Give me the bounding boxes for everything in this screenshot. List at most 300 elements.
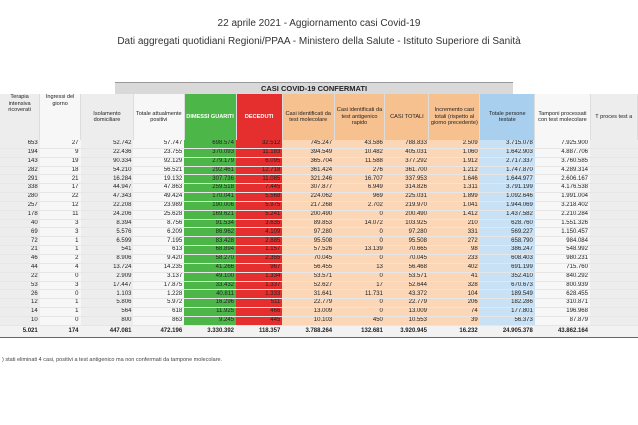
table-cell: 394.549 (282, 148, 334, 157)
table-row (0, 201, 638, 210)
table-cell: 16.284 (81, 175, 134, 184)
table-cell: 2.355 (236, 254, 282, 263)
table-cell: 21 (40, 175, 81, 184)
table-cell: 1.333 (236, 290, 282, 299)
table-cell: 257 (0, 201, 40, 210)
table-cell: 292.461 (184, 166, 236, 175)
column-header: Terapia intensiva ricoverati (0, 94, 40, 140)
table-cell: 1.912 (429, 157, 480, 166)
table-cell: 9.245 (184, 316, 236, 325)
table-cell: 196.968 (535, 308, 590, 317)
table-cell: 18 (40, 166, 81, 175)
table-cell: 26 (0, 290, 40, 299)
table-cell: 5.021 (0, 325, 40, 337)
table-cell: 5.806 (81, 299, 134, 308)
table-cell: 8.756 (133, 219, 184, 228)
table-cell: 6.599 (81, 237, 134, 246)
table-cell: 3 (40, 228, 81, 237)
table-cell: 39 (429, 316, 480, 325)
table-cell: 4.289.314 (535, 166, 590, 175)
table-cell: 97.280 (385, 228, 429, 237)
table-cell: 52.742 (81, 140, 134, 148)
table-cell (590, 263, 638, 272)
table-cell: 967 (236, 263, 282, 272)
column-header: CASI TOTALI (385, 94, 429, 140)
table-cell: 472.196 (133, 325, 184, 337)
table-cell (590, 140, 638, 148)
table-cell: 466 (236, 308, 282, 317)
table-cell: 4 (40, 263, 81, 272)
table-cell: 6.209 (133, 228, 184, 237)
table-cell: 10.553 (385, 316, 429, 325)
table-cell: 12.718 (236, 166, 282, 175)
table-cell: 1.944.069 (480, 201, 535, 210)
table-cell: 170.041 (184, 193, 236, 202)
table-cell: 450 (334, 316, 385, 325)
table-cell: 1.311 (429, 184, 480, 193)
table-cell (590, 166, 638, 175)
table-cell (590, 219, 638, 228)
table-cell: 19 (40, 157, 81, 166)
table-cell: 370.093 (184, 148, 236, 157)
table-cell: 1.412 (429, 210, 480, 219)
table-cell: 445 (236, 316, 282, 325)
table-cell: 280 (0, 193, 40, 202)
table-cell: 3.791.199 (480, 184, 535, 193)
table-cell: 980.231 (535, 254, 590, 263)
table-cell: 698.574 (184, 140, 236, 148)
table-cell: 1.551.326 (535, 219, 590, 228)
table-cell: 19.132 (133, 175, 184, 184)
table-cell (590, 316, 638, 325)
table-cell: 104 (429, 290, 480, 299)
table-cell: 3.788.264 (282, 325, 334, 337)
table-cell (590, 254, 638, 263)
table-cell: 83.428 (184, 237, 236, 246)
table-cell: 13.724 (81, 263, 134, 272)
table-cell: 56.468 (385, 263, 429, 272)
table-cell: 608.403 (480, 254, 535, 263)
table-row (0, 281, 638, 290)
table-cell: 43.862.164 (535, 325, 590, 337)
table-cell (590, 325, 638, 337)
table-cell: 3.760.585 (535, 157, 590, 166)
totals-row (0, 325, 638, 337)
column-header: Isolamento domiciliare (81, 94, 134, 140)
table-cell (590, 184, 638, 193)
table-cell: 618 (133, 308, 184, 317)
table-cell: 1.437.582 (480, 210, 535, 219)
table-cell: 11.183 (236, 148, 282, 157)
table-cell: 1 (40, 237, 81, 246)
table-cell: 0 (334, 308, 385, 317)
table-cell: 1.337 (236, 281, 282, 290)
covid-data-table (0, 94, 638, 338)
table-cell: 57.747 (133, 140, 184, 148)
table-cell: 210 (429, 219, 480, 228)
table-cell: 13.009 (385, 308, 429, 317)
table-cell: 70.045 (282, 254, 334, 263)
table-row (0, 228, 638, 237)
table-cell: 86.962 (184, 228, 236, 237)
table-cell: 1.103 (81, 290, 134, 299)
table-cell: 16.707 (334, 175, 385, 184)
table-cell: 1.092.646 (480, 193, 535, 202)
table-cell: 56.455 (282, 263, 334, 272)
table-cell: 33.432 (184, 281, 236, 290)
table-cell: 4.109 (236, 228, 282, 237)
table-cell: 22 (0, 272, 40, 281)
table-cell: 16.232 (429, 325, 480, 337)
table-cell (590, 272, 638, 281)
column-header: Totale persone testate (480, 94, 535, 140)
table-cell: 224.062 (282, 193, 334, 202)
table-cell: 95.508 (282, 237, 334, 246)
table-cell: 1.228 (133, 290, 184, 299)
table-cell: 178 (0, 210, 40, 219)
table-cell: 276 (334, 166, 385, 175)
table-cell: 0 (334, 299, 385, 308)
table-cell: 189.549 (480, 290, 535, 299)
table-cell (590, 281, 638, 290)
table-cell (590, 148, 638, 157)
table-cell: 23.755 (133, 148, 184, 157)
table-row (0, 308, 638, 317)
column-header: Casi identificati da test molecolare (282, 94, 334, 140)
table-header-row (0, 94, 638, 140)
table-cell: 1.150.457 (535, 228, 590, 237)
table-row (0, 193, 638, 202)
table-cell: 3.137 (133, 272, 184, 281)
table-cell: 1.212 (429, 166, 480, 175)
table-cell: 628.455 (535, 290, 590, 299)
table-row (0, 263, 638, 272)
table-cell: 653 (0, 140, 40, 148)
table-cell: 1.644.977 (480, 175, 535, 184)
table-cell: 17 (40, 184, 81, 193)
table-cell: 9 (40, 148, 81, 157)
table-cell: 11.731 (334, 290, 385, 299)
table-row (0, 140, 638, 148)
table-cell: 0 (334, 210, 385, 219)
table-cell: 70.045 (385, 254, 429, 263)
table-cell: 0 (334, 228, 385, 237)
table-cell: 4.887.706 (535, 148, 590, 157)
table-cell: 338 (0, 184, 40, 193)
table-cell: 1.157 (236, 246, 282, 255)
table-cell: 3.635 (236, 219, 282, 228)
table-cell: 11.925 (184, 308, 236, 317)
table-cell: 56.373 (480, 316, 535, 325)
table-cell: 22.779 (282, 299, 334, 308)
table-row (0, 254, 638, 263)
table-row (0, 175, 638, 184)
table-cell: 13.139 (334, 246, 385, 255)
table-cell: 361.700 (385, 166, 429, 175)
table-cell: 1.334 (236, 272, 282, 281)
table-body (0, 140, 638, 337)
table-cell: 52.627 (282, 281, 334, 290)
table-cell: 564 (81, 308, 134, 317)
column-header: DIMESSI GUARITI (184, 94, 236, 140)
table-cell: 58.270 (184, 254, 236, 263)
table-cell: 307.736 (184, 175, 236, 184)
table-cell: 548.992 (535, 246, 590, 255)
table-cell: 337.953 (385, 175, 429, 184)
table-cell: 1.991.004 (535, 193, 590, 202)
table-cell: 22 (40, 193, 81, 202)
table-cell: 0 (334, 254, 385, 263)
table-cell: 91.534 (184, 219, 236, 228)
table-cell: 22.779 (385, 299, 429, 308)
table-cell: 511 (236, 299, 282, 308)
table-cell: 2.509 (429, 140, 480, 148)
table-cell: 43.586 (334, 140, 385, 148)
table-cell (590, 299, 638, 308)
table-cell: 11.085 (236, 175, 282, 184)
table-cell: 200.490 (282, 210, 334, 219)
table-cell: 800 (81, 316, 134, 325)
table-row (0, 316, 638, 325)
table-cell: 182.286 (480, 299, 535, 308)
table-cell: 279.179 (184, 157, 236, 166)
table-cell: 328 (429, 281, 480, 290)
table-cell: 11 (40, 210, 81, 219)
table-cell (590, 246, 638, 255)
table-cell: 3.920.945 (385, 325, 429, 337)
table-cell: 1.642.903 (480, 148, 535, 157)
table-cell: 1.646 (429, 175, 480, 184)
table-cell: 386.247 (480, 246, 535, 255)
table-cell: 658.790 (480, 237, 535, 246)
table-cell: 217.268 (282, 201, 334, 210)
table-cell: 7.925.900 (535, 140, 590, 148)
table-cell: 11.588 (334, 157, 385, 166)
table-cell: 14.235 (133, 263, 184, 272)
column-header: Casi identificati da test antigenico rapido (334, 94, 385, 140)
column-header: Incremento casi totali (rispetto al giorno precedente) (429, 94, 480, 140)
table-cell: 377.292 (385, 157, 429, 166)
table-cell: 2.717.337 (480, 157, 535, 166)
page-subtitle: Dati aggregati quotidiani Regioni/PPAA - Ministero della Salute - Istituto Superiore di Sanità (117, 36, 521, 47)
table-cell: 32.512 (236, 140, 282, 148)
table-cell: 47.343 (81, 193, 134, 202)
table-cell: 541 (81, 246, 134, 255)
table-cell: 314.826 (385, 184, 429, 193)
table-cell: 1.060 (429, 148, 480, 157)
table-cell: 310.871 (535, 299, 590, 308)
table-cell: 5.241 (236, 210, 282, 219)
table-cell: 405.031 (385, 148, 429, 157)
table-cell: 5.568 (236, 193, 282, 202)
table-cell: 68.894 (184, 246, 236, 255)
table-cell (590, 157, 638, 166)
table-cell: 715.760 (535, 263, 590, 272)
table-cell: 7.195 (133, 237, 184, 246)
column-header: Ingressi del giorno (40, 94, 81, 140)
table-cell: 74 (429, 308, 480, 317)
table-cell: 49.100 (184, 272, 236, 281)
table-cell: 41 (429, 272, 480, 281)
table-row (0, 166, 638, 175)
table-cell (590, 237, 638, 246)
table-cell: 43.372 (385, 290, 429, 299)
table-cell: 569.227 (480, 228, 535, 237)
table-cell: 2 (40, 254, 81, 263)
table-cell: 613 (133, 246, 184, 255)
table-cell (590, 193, 638, 202)
table-cell: 118.357 (236, 325, 282, 337)
table-cell: 23.989 (133, 201, 184, 210)
table-cell: 169.621 (184, 210, 236, 219)
table-cell: 800.939 (535, 281, 590, 290)
table-cell: 46 (0, 254, 40, 263)
table-cell: 52.644 (385, 281, 429, 290)
table-cell: 1 (40, 308, 81, 317)
table-cell: 282 (0, 166, 40, 175)
table-cell: 16.296 (184, 299, 236, 308)
table-cell: 44.947 (81, 184, 134, 193)
table-cell: 3.218.402 (535, 201, 590, 210)
table-row (0, 157, 638, 166)
table-cell: 670.673 (480, 281, 535, 290)
table-cell: 1.041 (429, 201, 480, 210)
table-cell: 1 (40, 246, 81, 255)
table-cell: 0 (334, 237, 385, 246)
table-cell: 17 (334, 281, 385, 290)
table-cell: 22.208 (81, 201, 134, 210)
table-cell: 9.420 (133, 254, 184, 263)
table-cell: 447.081 (81, 325, 134, 337)
table-cell: 969 (334, 193, 385, 202)
table-cell: 174 (40, 325, 81, 337)
table-cell (590, 308, 638, 317)
table-cell: 14 (0, 308, 40, 317)
table-cell: 72 (0, 237, 40, 246)
table-cell: 14.072 (334, 219, 385, 228)
column-header: Tamponi processati con test molecolare (535, 94, 590, 140)
table-cell: 219.970 (385, 201, 429, 210)
table-cell: 27 (40, 140, 81, 148)
table-cell: 3.715.078 (480, 140, 535, 148)
table-banner: CASI COVID-19 CONFERMATI (115, 82, 513, 95)
table-cell: 57.526 (282, 246, 334, 255)
table-row (0, 272, 638, 281)
table-cell: 49.424 (133, 193, 184, 202)
table-row (0, 290, 638, 299)
table-cell: 53.571 (282, 272, 334, 281)
table-cell: 1 (40, 299, 81, 308)
table-cell: 2.885 (236, 237, 282, 246)
table-cell: 628.760 (480, 219, 535, 228)
table-row (0, 237, 638, 246)
table-cell: 0 (40, 290, 81, 299)
table-cell: 321.246 (282, 175, 334, 184)
table-row (0, 210, 638, 219)
table-cell: 53 (0, 281, 40, 290)
table-cell: 307.877 (282, 184, 334, 193)
table-cell: 54.210 (81, 166, 134, 175)
table-cell: 0 (40, 272, 81, 281)
table-cell: 352.410 (480, 272, 535, 281)
column-header: Totale attualmente positivi (133, 94, 184, 140)
table-cell: 0 (40, 316, 81, 325)
table-cell: 44 (0, 263, 40, 272)
table-cell: 1.899 (429, 193, 480, 202)
table-cell: 863 (133, 316, 184, 325)
table-cell: 24.905.378 (480, 325, 535, 337)
table-cell: 1.747.870 (480, 166, 535, 175)
table-cell: 12 (40, 201, 81, 210)
table-cell: 233 (429, 254, 480, 263)
table-cell: 8.394 (81, 219, 134, 228)
table-cell: 10.103 (282, 316, 334, 325)
table-cell: 259.518 (184, 184, 236, 193)
table-cell: 365.704 (282, 157, 334, 166)
table-cell: 5.975 (236, 201, 282, 210)
table-cell: 200.490 (385, 210, 429, 219)
table-cell: 89.853 (282, 219, 334, 228)
table-cell: 143 (0, 157, 40, 166)
page-title: 22 aprile 2021 - Aggiornamento casi Covid-19 (217, 18, 421, 29)
table-cell: 13 (334, 263, 385, 272)
table-cell: 47.863 (133, 184, 184, 193)
table-cell: 3 (40, 281, 81, 290)
table-cell (590, 201, 638, 210)
table-cell: 13.009 (282, 308, 334, 317)
table-cell: 53.571 (385, 272, 429, 281)
table-cell: 132.681 (334, 325, 385, 337)
table-cell: 206 (429, 299, 480, 308)
table-cell: 402 (429, 263, 480, 272)
table-cell: 17.447 (81, 281, 134, 290)
table-cell: 97.280 (282, 228, 334, 237)
table-cell: 70.665 (385, 246, 429, 255)
table-cell: 3 (40, 219, 81, 228)
column-header: T proces test a (590, 94, 638, 140)
table-cell (590, 210, 638, 219)
table-cell: 5.972 (133, 299, 184, 308)
table-cell: 92.129 (133, 157, 184, 166)
table-row (0, 246, 638, 255)
table-cell: 2.909 (81, 272, 134, 281)
table-cell: 225.031 (385, 193, 429, 202)
table-cell: 4.176.538 (535, 184, 590, 193)
table-cell (590, 228, 638, 237)
table-cell: 745.247 (282, 140, 334, 148)
table-cell: 5.576 (81, 228, 134, 237)
table-row (0, 299, 638, 308)
footnote: ) stati eliminati 4 casi, positivi a test antigenico ma non confermati da tampone molecolare. (2, 357, 223, 363)
table-row (0, 219, 638, 228)
table-cell: 40 (0, 219, 40, 228)
table-cell (590, 175, 638, 184)
table-cell: 7.445 (236, 184, 282, 193)
table-cell: 87.879 (535, 316, 590, 325)
table-cell: 6.949 (334, 184, 385, 193)
table-cell (590, 290, 638, 299)
table-cell: 788.833 (385, 140, 429, 148)
table-cell: 12 (0, 299, 40, 308)
table-cell: 10.482 (334, 148, 385, 157)
table-cell: 98 (429, 246, 480, 255)
table-cell: 272 (429, 237, 480, 246)
table-cell: 69 (0, 228, 40, 237)
table-cell: 90.334 (81, 157, 134, 166)
table-cell: 10 (0, 316, 40, 325)
table-row (0, 184, 638, 193)
table-cell: 291 (0, 175, 40, 184)
